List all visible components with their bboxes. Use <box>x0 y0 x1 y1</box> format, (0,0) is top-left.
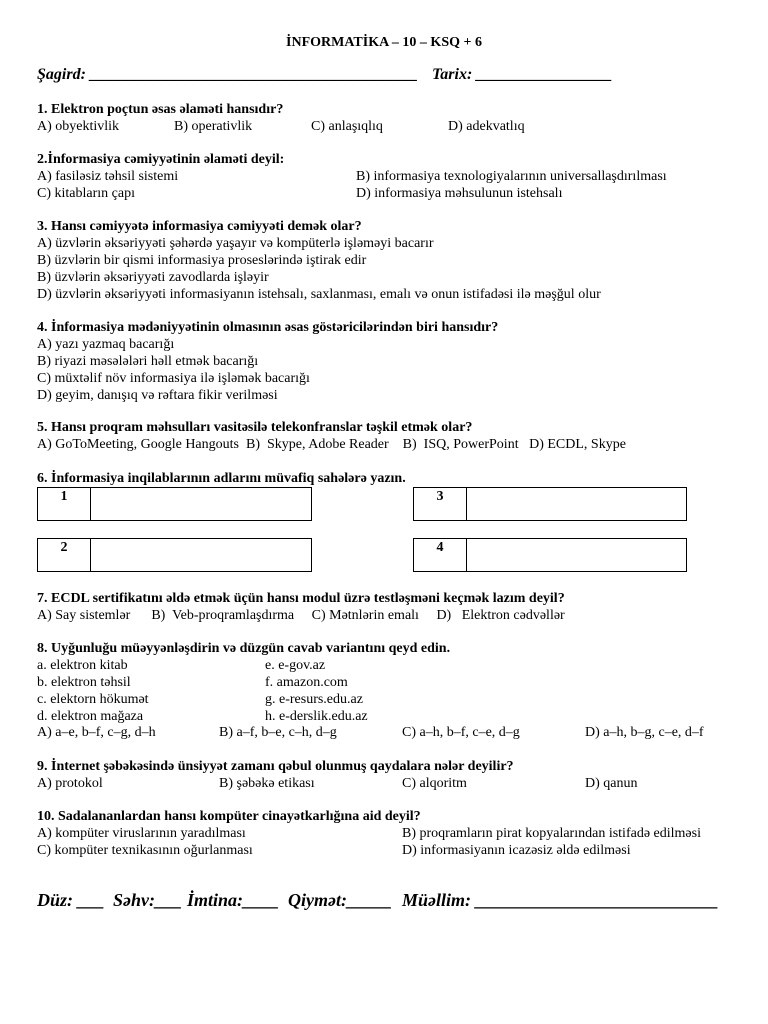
q9-option-a[interactable]: A) protokol <box>37 776 103 791</box>
grade-field[interactable]: Qiymət:_____ <box>288 890 392 910</box>
question-8: 8. Uyğunluğu müəyyənləşdirin və düzgün cavab variantını qeyd edin. <box>37 641 451 656</box>
q4-option-a[interactable]: A) yazı yazmaq bacarığı <box>37 337 175 352</box>
q10-option-b[interactable]: B) proqramların pirat kopyalarından istifadə edilməsi <box>402 826 701 841</box>
answer-box-4-number: 4 <box>414 539 467 571</box>
q2-option-c[interactable]: C) kitabların çapı <box>37 186 135 201</box>
q9-option-c[interactable]: C) alqoritm <box>402 776 467 791</box>
q4-option-b[interactable]: B) riyazi məsələləri həll etmək bacarığı <box>37 354 259 369</box>
question-3: 3. Hansı cəmiyyətə informasiya cəmiyyəti demək olar? <box>37 219 362 234</box>
q1-option-c[interactable]: C) anlaşıqlıq <box>311 119 383 134</box>
q3-option-b[interactable]: B) üzvlərin bir qismi informasiya proseslərində iştirak edir <box>37 253 367 268</box>
q8-right-item: h. e-derslik.edu.az <box>265 709 368 724</box>
answer-box-2[interactable] <box>37 538 312 572</box>
q3-option-d[interactable]: D) üzvlərin əksəriyyəti informasiyanın istehsalı, saxlanması, emalı və onun istifadəsi ilə məşğul olur <box>37 287 601 302</box>
q8-right-item: g. e-resurs.edu.az <box>265 692 363 707</box>
q8-option-b[interactable]: B) a–f, b–e, c–h, d–g <box>219 725 337 740</box>
question-5: 5. Hansı proqram məhsulları vasitəsilə telekonfranslar təşkil etmək olar? <box>37 420 473 435</box>
q2-option-d[interactable]: D) informasiya məhsulunun istehsalı <box>356 186 563 201</box>
q4-option-d[interactable]: D) geyim, danışıq və rəftara fikir verilməsi <box>37 388 278 403</box>
q3-option-c[interactable]: B) üzvlərin əksəriyyəti zavodlarda işləyir <box>37 270 269 285</box>
q1-option-d[interactable]: D) adekvatlıq <box>448 119 525 134</box>
q8-left-item: b. elektron təhsil <box>37 675 131 690</box>
refusal-count-field[interactable]: İmtina:____ <box>187 890 280 910</box>
answer-box-3-number: 3 <box>414 488 467 520</box>
q9-option-b[interactable]: B) şəbəkə etikası <box>219 776 315 791</box>
answer-box-1[interactable] <box>37 487 312 521</box>
q2-option-b[interactable]: B) informasiya texnologiyalarının universallaşdırılması <box>356 169 667 184</box>
q5-options[interactable]: A) GoToMeeting, Google Hangouts B) Skype, Adobe Reader B) ISQ, PowerPoint D) ECDL, Skype <box>37 437 626 452</box>
answer-box-4[interactable] <box>413 538 687 572</box>
q8-right-item: e. e-gov.az <box>265 658 326 673</box>
q8-option-a[interactable]: A) a–e, b–f, c–g, d–h <box>37 725 156 740</box>
wrong-count-field[interactable]: Səhv:___ <box>113 890 182 910</box>
question-2: 2.İnformasiya cəmiyyətinin əlaməti deyil: <box>37 152 285 167</box>
q10-option-a[interactable]: A) kompüter viruslarının yaradılması <box>37 826 246 841</box>
teacher-field[interactable]: Müəllim: ___________________________ <box>402 890 719 910</box>
date-field[interactable]: Tarix: _________________ <box>432 66 613 83</box>
correct-count-field[interactable]: Düz: ___ <box>37 890 105 910</box>
q1-option-a[interactable]: A) obyektivlik <box>37 119 120 134</box>
question-10: 10. Sadalananlardan hansı kompüter cinayətkarlığına aid deyil? <box>37 809 421 824</box>
q8-option-d[interactable]: D) a–h, b–g, c–e, d–f <box>585 725 704 740</box>
q8-right-item: f. amazon.com <box>265 675 348 690</box>
q9-option-d[interactable]: D) qanun <box>585 776 638 791</box>
q8-left-item: c. elektorn hökumət <box>37 692 149 707</box>
q7-options[interactable]: A) Say sistemlər B) Veb-proqramlaşdırma C) Mətnlərin emalı D) Elektron cədvəllər <box>37 608 565 623</box>
q3-option-a[interactable]: A) üzvlərin əksəriyyəti şəhərdə yaşayır və kompüterlə işləməyi bacarır <box>37 236 434 251</box>
q1-option-b[interactable]: B) operativlik <box>174 119 253 134</box>
question-1: 1. Elektron poçtun əsas əlaməti hansıdır? <box>37 102 284 117</box>
q8-left-item: d. elektron mağaza <box>37 709 144 724</box>
q10-option-c[interactable]: C) kompüter texnikasının oğurlanması <box>37 843 253 858</box>
q8-option-c[interactable]: C) a–h, b–f, c–e, d–g <box>402 725 520 740</box>
q4-option-c[interactable]: C) müxtəlif növ informasiya ilə işləmək bacarığı <box>37 371 310 386</box>
question-7: 7. ECDL sertifikatını əldə etmək üçün hansı modul üzrə testləşməni keçmək lazım deyil? <box>37 591 565 606</box>
q2-option-a[interactable]: A) fasiləsiz təhsil sistemi <box>37 169 179 184</box>
answer-box-2-number: 2 <box>38 539 91 571</box>
question-9: 9. İnternet şəbəkəsində ünsiyyət zamanı qəbul olunmuş qaydalara nələr deyilir? <box>37 759 514 774</box>
question-6: 6. İnformasiya inqilablarının adlarını müvafiq sahələrə yazın. <box>37 471 406 486</box>
student-name-field[interactable]: Şagird: _________________________________________ <box>37 66 418 83</box>
question-4: 4. İnformasiya mədəniyyətinin olmasının əsas göstəricilərindən biri hansıdır? <box>37 320 499 335</box>
answer-box-3[interactable] <box>413 487 687 521</box>
q10-option-d[interactable]: D) informasiyanın icazəsiz əldə edilməsi <box>402 843 631 858</box>
answer-box-1-number: 1 <box>38 488 91 520</box>
page-title: İNFORMATİKA – 10 – KSQ + 6 <box>286 35 482 50</box>
q8-left-item: a. elektron kitab <box>37 658 128 673</box>
